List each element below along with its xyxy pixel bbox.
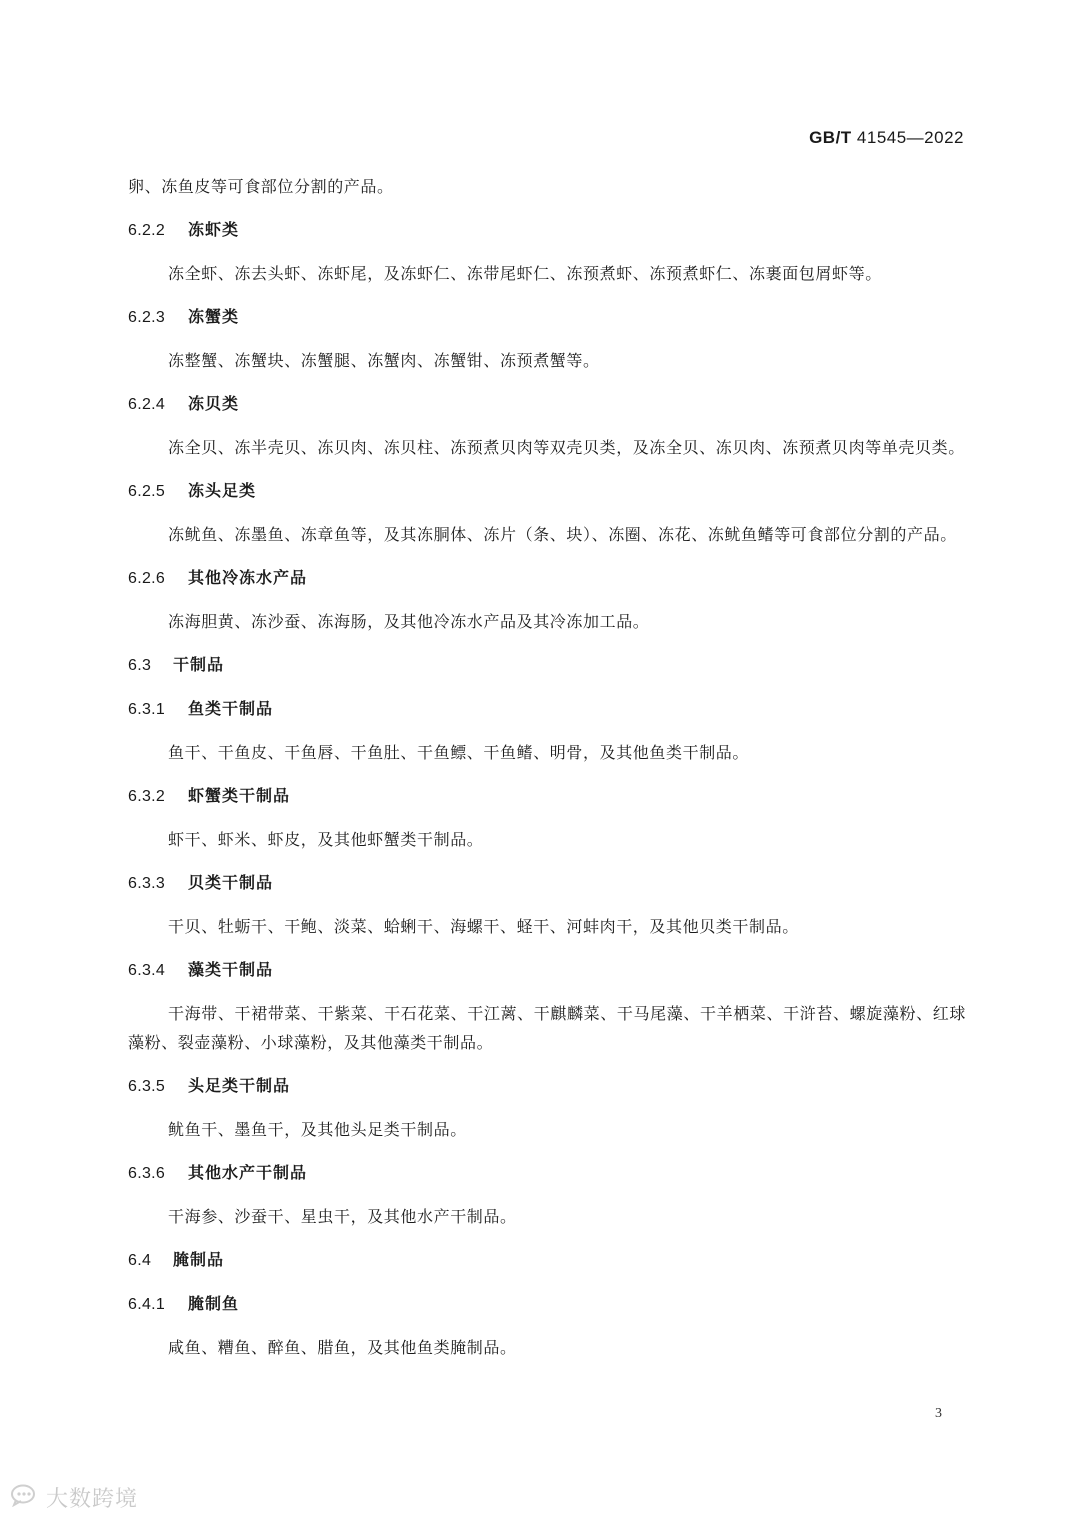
watermark-text: 大数跨境 <box>46 1487 139 1512</box>
section-title: 贝类干制品 <box>188 873 274 892</box>
watermark <box>10 1482 138 1513</box>
section-heading <box>128 302 966 332</box>
section-heading <box>128 694 966 724</box>
section-heading <box>128 781 966 811</box>
section-heading <box>128 1245 966 1275</box>
section-number: 6.2.6 <box>128 570 166 587</box>
section-heading <box>128 1289 966 1319</box>
standard-code: GB/T <box>809 128 852 147</box>
section-title: 腌制鱼 <box>188 1294 240 1313</box>
paragraph: 鱼干、干鱼皮、干鱼唇、干鱼肚、干鱼鳔、干鱼鳍、明骨，及其他鱼类干制品。 <box>168 743 750 762</box>
section-title: 头足类干制品 <box>188 1076 291 1095</box>
section-title: 冻贝类 <box>188 394 240 413</box>
paragraph: 冻全虾、冻去头虾、冻虾尾，及冻虾仁、冻带尾虾仁、冻预煮虾、冻预煮虾仁、冻裹面包屑虾等。 <box>168 264 882 283</box>
section-number: 6.3.5 <box>128 1078 166 1095</box>
document-header <box>809 128 964 148</box>
section-title: 其他冷冻水产品 <box>188 568 308 587</box>
section-number: 6.2.4 <box>128 396 166 413</box>
paragraph: 虾干、虾米、虾皮，及其他虾蟹类干制品。 <box>168 830 484 849</box>
document-body <box>128 172 966 1376</box>
section-title: 其他水产干制品 <box>188 1163 308 1182</box>
section-heading <box>128 476 966 506</box>
section-heading <box>128 650 966 680</box>
section-title: 冻虾类 <box>188 220 240 239</box>
section-number: 6.4.1 <box>128 1296 166 1313</box>
section-heading <box>128 955 966 985</box>
section-number: 6.3.3 <box>128 875 166 892</box>
section-number: 6.3.6 <box>128 1165 166 1182</box>
section-number: 6.2.2 <box>128 222 166 239</box>
section-title: 虾蟹类干制品 <box>188 786 291 805</box>
page-number: 3 <box>935 1406 942 1421</box>
standard-number: 41545—2022 <box>856 128 964 147</box>
paragraph: 鱿鱼干、墨鱼干，及其他头足类干制品。 <box>168 1120 467 1139</box>
paragraph: 冻鱿鱼、冻墨鱼、冻章鱼等，及其冻胴体、冻片（条、块）、冻圈、冻花、冻鱿鱼鳍等可食部位分割的产品。 <box>168 525 957 544</box>
paragraph: 干海带、干裙带菜、干紫菜、干石花菜、干江蓠、干麒麟菜、干马尾藻、干羊栖菜、干浒苔、螺旋藻粉、红球藻粉、裂壶藻粉、小球藻粉，及其他藻类干制品。 <box>128 1004 966 1052</box>
section-heading <box>128 1158 966 1188</box>
continued-paragraph: 卵、冻鱼皮等可食部位分割的产品。 <box>128 177 394 196</box>
paragraph: 干海参、沙蚕干、星虫干，及其他水产干制品。 <box>168 1207 517 1226</box>
section-number: 6.4 <box>128 1252 152 1269</box>
paragraph: 冻整蟹、冻蟹块、冻蟹腿、冻蟹肉、冻蟹钳、冻预煮蟹等。 <box>168 351 600 370</box>
section-title: 鱼类干制品 <box>188 699 274 718</box>
section-number: 6.2.5 <box>128 483 166 500</box>
chat-bubble-icon <box>10 1483 40 1513</box>
section-number: 6.3.1 <box>128 701 166 718</box>
section-heading <box>128 389 966 419</box>
section-title: 藻类干制品 <box>188 960 274 979</box>
paragraph: 干贝、牡蛎干、干鲍、淡菜、蛤蜊干、海螺干、蛏干、河蚌肉干，及其他贝类干制品。 <box>168 917 799 936</box>
paragraph: 冻全贝、冻半壳贝、冻贝肉、冻贝柱、冻预煮贝肉等双壳贝类，及冻全贝、冻贝肉、冻预煮贝肉等单壳贝类。 <box>168 438 965 457</box>
section-title: 腌制品 <box>173 1250 225 1269</box>
section-title: 冻蟹类 <box>188 307 240 326</box>
paragraph: 咸鱼、糟鱼、醉鱼、腊鱼，及其他鱼类腌制品。 <box>168 1338 517 1357</box>
section-heading <box>128 1071 966 1101</box>
section-title: 冻头足类 <box>188 481 257 500</box>
section-number: 6.3.4 <box>128 962 166 979</box>
paragraph: 冻海胆黄、冻沙蚕、冻海肠，及其他冷冻水产品及其冷冻加工品。 <box>168 612 650 631</box>
section-number: 6.3.2 <box>128 788 166 805</box>
section-heading <box>128 215 966 245</box>
section-number: 6.3 <box>128 657 152 674</box>
section-heading <box>128 868 966 898</box>
section-heading <box>128 563 966 593</box>
section-title: 干制品 <box>173 655 225 674</box>
section-number: 6.2.3 <box>128 309 166 326</box>
